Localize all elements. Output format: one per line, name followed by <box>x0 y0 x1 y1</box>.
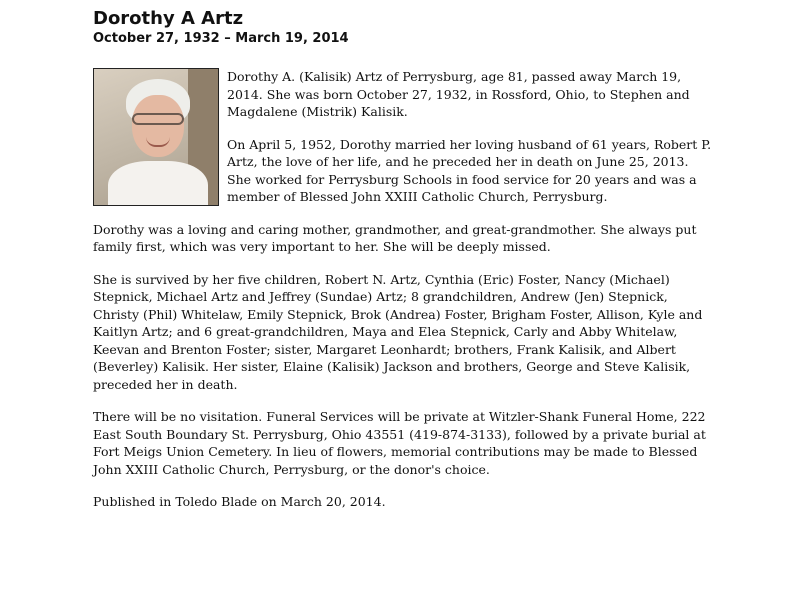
portrait-photo <box>93 68 219 206</box>
paragraph-birth: Dorothy A. (Kalisik) Artz of Perrysburg, age 81, passed away March 19, 2014. She was born October 27, 1932, in Rossford, Ohio, to Stephen and Magdalene (Mistrik) Kalisik. <box>227 69 690 119</box>
obituary-name: Dorothy A Artz <box>93 8 244 29</box>
paragraph-services: There will be no visitation. Funeral Services will be private at Witzler-Shank Funeral Home, 222 East South Boundary St. Perrysburg, Ohio 43551 (419-874-3133), followed by a private burial at Fort Meigs Union Cemetery. In lieu of flowers, memorial contributions may be made to Blessed John XXIII Catholic Church, Perrysburg, or the donor's choice. <box>93 409 706 477</box>
photo-face <box>132 95 184 157</box>
photo-glasses <box>132 113 184 125</box>
paragraph-family: Dorothy was a loving and caring mother, grandmother, and great-grandmother. She always put family first, which was very important to her. She will be deeply missed. <box>93 221 697 254</box>
obituary-dates: October 27, 1932 – March 19, 2014 <box>93 31 349 46</box>
obituary-document <box>93 8 713 526</box>
photo-shirt <box>108 161 208 206</box>
paragraph-published: Published in Toledo Blade on March 20, 2014. <box>93 494 386 509</box>
paragraph-survivors: She is survived by her five children, Robert N. Artz, Cynthia (Eric) Foster, Nancy (Michael) Stepnick, Michael Artz and Jeffrey (Sundae) Artz; 8 grandchildren, Andrew (Jen) Stepnick, Christy (Phil) Whitelaw, Emily Stepnick, Brok (Andrea) Foster, Brigham Foster, Allison, Kyle and Kaitlyn Artz; and 6 great-grandchildren, Maya and Elea Stepnick, Carly and Abby Whitelaw, Keevan and Brenton Foster; sister, Margaret Leonhardt; brothers, Frank Kalisik, and Albert (Beverley) Kalisik. Her sister, Elaine (Kalisik) Jackson and brothers, George and Steve Kalisik, preceded her in death. <box>93 271 703 392</box>
paragraph-marriage: On April 5, 1952, Dorothy married her loving husband of 61 years, Robert P. Artz, the love of her life, and he preceded her in death on June 25, 2013. She worked for Perrysburg Schools in food service for 20 years and was a member of Blessed John XXIII Catholic Church, Perrysburg. <box>227 136 712 204</box>
